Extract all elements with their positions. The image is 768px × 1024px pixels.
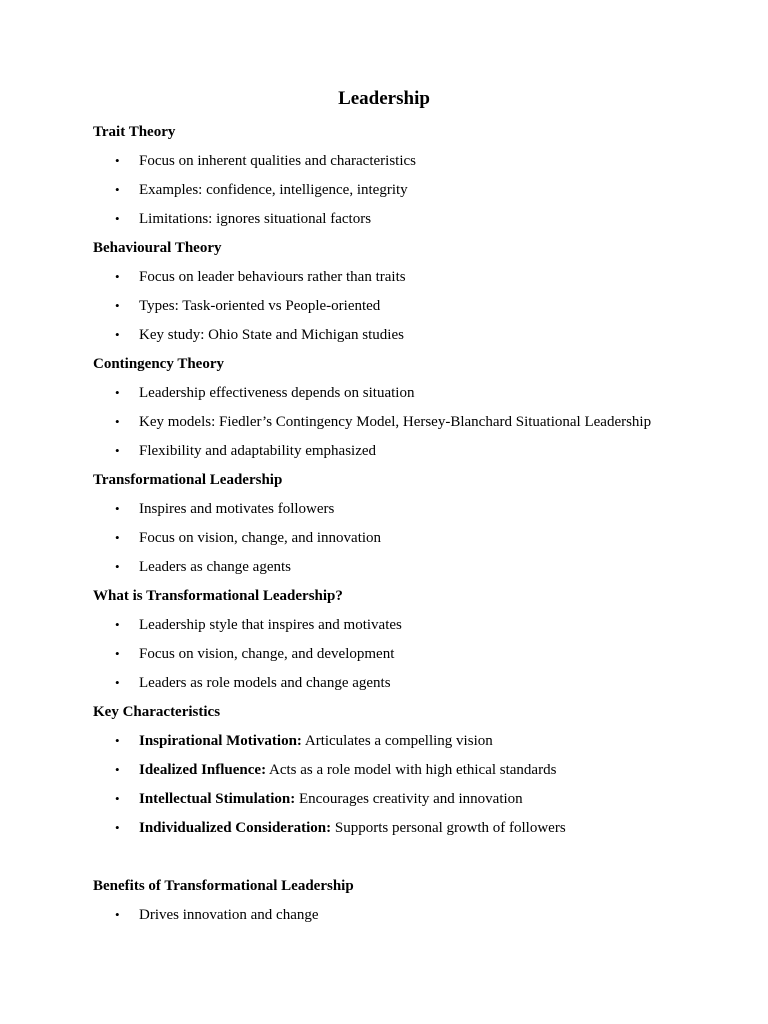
list-item-text: Inspires and motivates followers (139, 501, 335, 517)
bullet-icon: • (115, 327, 120, 342)
bullet-icon: • (115, 211, 120, 226)
list-item-text: Key study: Ohio State and Michigan studies (139, 327, 404, 343)
bullet-icon: • (115, 907, 120, 922)
list-item-text: Focus on vision, change, and innovation (139, 530, 382, 546)
bullet-icon: • (115, 443, 120, 458)
bullet-icon: • (115, 646, 120, 661)
list-item-text (139, 819, 566, 837)
list-item-description: Acts as a role model with high ethical standards (266, 762, 557, 778)
bullet-icon: • (115, 559, 120, 574)
bullet-icon: • (115, 791, 120, 806)
list-item-text: Limitations: ignores situational factors (139, 211, 372, 227)
list-item-text (139, 790, 523, 808)
list-item-text: Types: Task-oriented vs People-oriented (139, 298, 381, 314)
section-heading-transformational-leadership: Transformational Leadership (93, 472, 283, 488)
list-item-description: Articulates a compelling vision (301, 733, 493, 749)
bullet-icon: • (115, 269, 120, 284)
bullet-icon: • (115, 385, 120, 400)
list-item-text: Focus on leader behaviours rather than traits (139, 269, 406, 285)
list-item-term: Individualized Consideration: (139, 820, 332, 836)
list-item-text: Drives innovation and change (139, 907, 319, 923)
bullet-icon: • (115, 153, 120, 168)
bullet-icon: • (115, 182, 120, 197)
section-heading-benefits: Benefits of Transformational Leadership (93, 878, 354, 894)
list-item-text (139, 732, 493, 750)
list-item-text (139, 761, 556, 779)
section-heading-key-characteristics: Key Characteristics (93, 704, 221, 720)
section-heading-what-is-transformational-leadership: What is Transformational Leadership? (93, 588, 343, 604)
page-title: Leadership (338, 88, 430, 109)
list-item-text: Key models: Fiedler’s Contingency Model, Hersey-Blanchard Situational Leadership (139, 414, 652, 430)
bullet-icon: • (115, 530, 120, 545)
section-heading-contingency-theory: Contingency Theory (93, 356, 224, 372)
list-item-term: Idealized Influence: (139, 762, 267, 778)
list-item-text: Leaders as change agents (139, 559, 292, 575)
bullet-icon: • (115, 501, 120, 516)
bullet-icon: • (115, 298, 120, 313)
list-item-text: Flexibility and adaptability emphasized (139, 443, 377, 459)
list-item-term: Intellectual Stimulation: (139, 791, 296, 807)
section-heading-trait-theory: Trait Theory (93, 124, 176, 140)
list-item-description: Encourages creativity and innovation (295, 791, 523, 807)
list-item-text: Leaders as role models and change agents (139, 675, 391, 691)
list-item-description: Supports personal growth of followers (331, 820, 566, 836)
section-heading-behavioural-theory: Behavioural Theory (93, 240, 222, 256)
bullet-icon: • (115, 617, 120, 632)
bullet-icon: • (115, 675, 120, 690)
bullet-icon: • (115, 762, 120, 777)
list-item-text: Leadership effectiveness depends on situation (139, 385, 415, 401)
list-item-text: Examples: confidence, intelligence, integrity (139, 182, 408, 198)
bullet-icon: • (115, 414, 120, 429)
bullet-icon: • (115, 820, 120, 835)
list-item-text: Focus on inherent qualities and characteristics (139, 153, 416, 169)
list-item-term: Inspirational Motivation: (139, 733, 302, 749)
bullet-icon: • (115, 733, 120, 748)
list-item-text: Leadership style that inspires and motivates (139, 617, 402, 633)
list-item-text: Focus on vision, change, and development (139, 646, 395, 662)
